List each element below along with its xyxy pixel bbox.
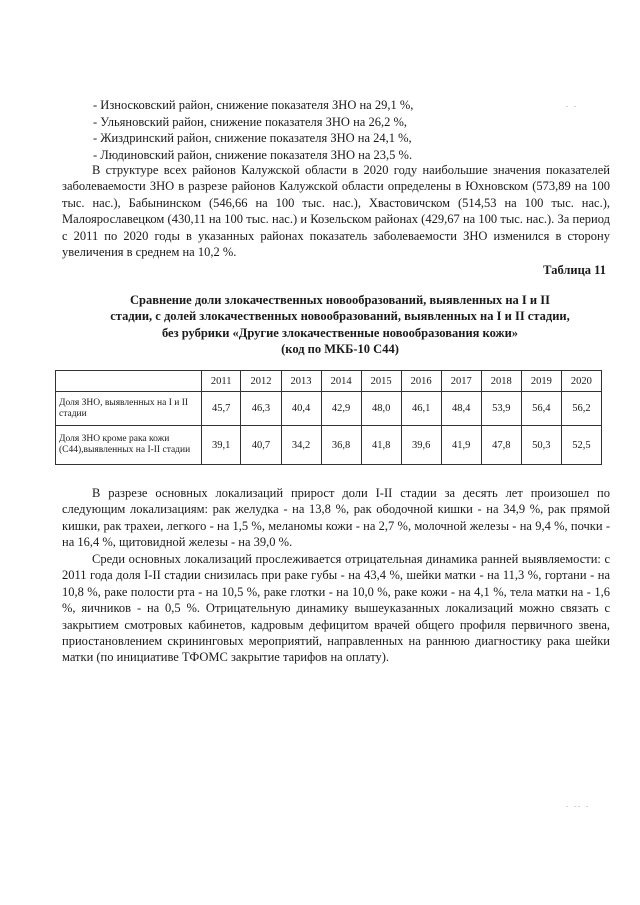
paragraph-structure: В структуре всех районов Калужской области в 2020 году наибольшие значения показателей заболеваемости ЗНО в разрезе районов Калужской области определены в Юхновском (573,89 на 100 тыс. нас.), Бабынинском (546,66 на 100 тыс. нас.), Хвастовичском (514,53 на 100 тыс. нас.), Малоярославецком (430,11 на 100 тыс. нас.) и Козельском районах (429,67 на 100 тыс. нас.). За период с 2011 по 2020 годы в указанных районах показатель заболеваемости ЗНО изменился в сторону увеличения в среднем на 10,2 %.	[62, 163, 610, 260]
table-cell: 50,3	[521, 426, 561, 465]
row-label: Доля ЗНО, выявленных на I и II стадии	[56, 392, 202, 426]
table-cell: 45,7	[202, 392, 241, 426]
year-header: 2013	[281, 371, 321, 392]
year-header: 2017	[441, 371, 481, 392]
table-cell: 39,1	[202, 426, 241, 465]
table-cell: 52,5	[561, 426, 601, 465]
year-header: 2018	[481, 371, 521, 392]
table-header-row	[56, 371, 602, 392]
list-item: - Износковский район, снижение показателя ЗНО на 29,1 %,	[93, 98, 414, 112]
year-header: 2019	[521, 371, 561, 392]
paragraph-negative-dynamics: Среди основных локализаций прослеживается отрицательная динамика ранней выявляемости: с 2011 года доля I-II стадии снизилась при раке губы - на 43,4 %, шейки матки - на 11,3 %, гортани - на 10,8 %, раке полости рта - на 10,5 %, раке глотки - на 10,0 %, раке кожи - на 4,1 %, тела матки на - 1,6 %, яичников - на 0,5 %. Отрицательную динамику вышеуказанных локализаций можно связать с закрытием смотровых кабинетов, кадровым дефицитом врачей общего профиля первичного звена, приостановлением скрининговых мероприятий, направленных на раннюю диагностику рака шейки матки (по инициативе ТФОМС закрытие тарифов на оплату).	[62, 552, 610, 665]
year-header: 2015	[361, 371, 401, 392]
year-header: 2016	[401, 371, 441, 392]
table-cell: 56,2	[561, 392, 601, 426]
table-cell: 42,9	[321, 392, 361, 426]
table-cell: 40,4	[281, 392, 321, 426]
table-cell: 40,7	[241, 426, 281, 465]
table-cell: 53,9	[481, 392, 521, 426]
table-cell: 47,8	[481, 426, 521, 465]
header-empty-cell	[56, 371, 202, 392]
district-list	[93, 97, 413, 163]
table-cell: 56,4	[521, 392, 561, 426]
table-cell: 34,2	[281, 426, 321, 465]
scan-speck: . .. .	[566, 800, 590, 809]
caption-line: Сравнение доли злокачественных новообразований, выявленных на I и II	[130, 293, 550, 307]
table-cell: 48,0	[361, 392, 401, 426]
list-item: - Людиновский район, снижение показателя ЗНО на 23,5 %.	[93, 147, 413, 162]
list-item: - Жиздринский район, снижение показателя ЗНО на 24,1 %,	[93, 131, 412, 146]
table-cell: 46,1	[401, 392, 441, 426]
table-row	[56, 426, 602, 465]
table-cell: 36,8	[321, 426, 361, 465]
table-label: Таблица 11	[543, 263, 606, 277]
caption-line: (код по МКБ-10 С44)	[281, 342, 399, 357]
paragraph-growth: В разрезе основных локализаций прирост доли I-II стадии за десять лет произошел по следующим локализациям: рак желудка - на 13,8 %, рак ободочной кишки - на 34,9 %, рак прямой кишки, рак трахеи, легкого - на 1,5 %, меланомы кожи - на 2,7 %, молочной железы - на 9,4 %, почки - на 16,4 %, щитовидной железы - на 39,0 %.	[62, 486, 610, 550]
table-cell: 39,6	[401, 426, 441, 465]
data-table	[55, 370, 602, 465]
row-label: Доля ЗНО кроме рака кожи (С44),выявленных на I-II стадии	[56, 426, 202, 465]
table-row	[56, 392, 602, 426]
year-header: 2020	[561, 371, 601, 392]
caption-line: без рубрики «Другие злокачественные новообразования кожи»	[161, 325, 519, 340]
scan-speck: . .	[566, 100, 578, 109]
table-caption	[60, 292, 620, 358]
table-cell: 48,4	[441, 392, 481, 426]
table-cell: 46,3	[241, 392, 281, 426]
table-cell: 41,8	[361, 426, 401, 465]
year-header: 2012	[241, 371, 281, 392]
list-item: - Ульяновский район, снижение показателя ЗНО на 26,2 %,	[93, 114, 407, 129]
year-header: 2011	[202, 371, 241, 392]
caption-line: стадии, с долей злокачественных новообразований, выявленных на I и II стадии,	[110, 309, 570, 324]
year-header: 2014	[321, 371, 361, 392]
table-cell: 41,9	[441, 426, 481, 465]
